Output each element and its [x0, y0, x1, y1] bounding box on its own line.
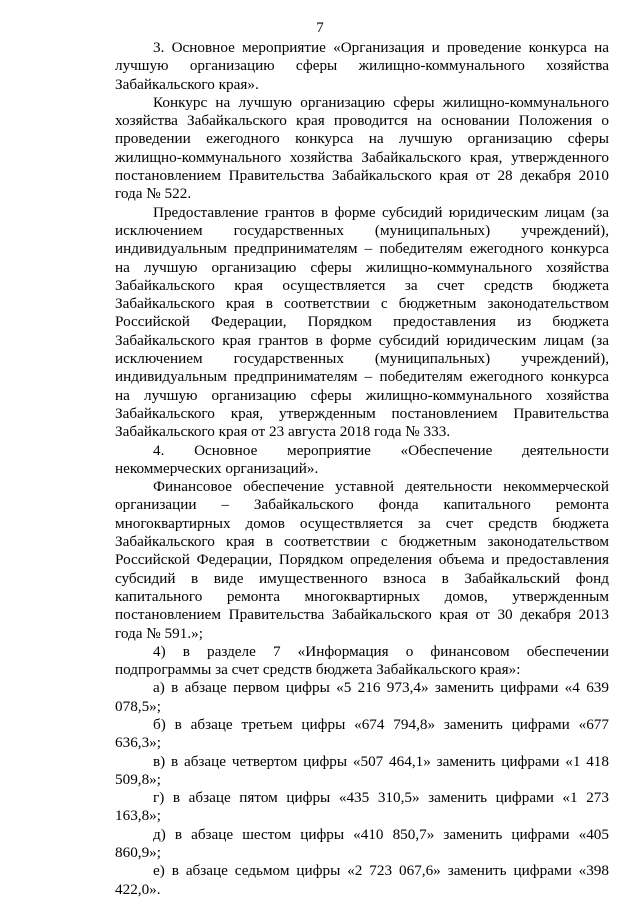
- list-item-d: д) в абзаце шестом цифры «410 850,7» заменить цифрами «405 860,9»;: [115, 825, 609, 862]
- paragraph-measure-3-title: 3. Основное мероприятие «Организация и проведение конкурса на лучшую организацию сферы жилищно-коммунального хозяйства Забайкальского края».: [115, 39, 609, 93]
- paragraph-grants: Предоставление грантов в форме субсидий юридическим лицам (за исключением государственных (муниципальных) учреждений), индивидуальным предпринимателям – победителям ежегодного конкурса на лучшую организацию сферы жилищно-коммунального хозяйства Забайкальского края осуществляется за счет средств бюджета Забайкальского края в соответствии с бюджетным законодательством Российской Федерации, Порядком предоставления из бюджета Забайкальского края грантов в форме субсидий юридическим лицам (за исключением государственных (муниципальных) учреждений), индивидуальным предпринимателям – победителям ежегодного конкурса на лучшую организацию сферы жилищно-коммунального хозяйства Забайкальского края, утвержденным постановлением Правительства Забайкальского края от 23 августа 2018 года № 333.: [115, 203, 609, 441]
- list-item-b: б) в абзаце третьем цифры «674 794,8» заменить цифрами «677 636,3»;: [115, 715, 609, 752]
- list-item-e: е) в абзаце седьмом цифры «2 723 067,6» заменить цифрами «398 422,0».: [115, 862, 609, 898]
- list-item-g: г) в абзаце пятом цифры «435 310,5» заменить цифрами «1 273 163,8»;: [115, 789, 609, 825]
- list-item-v: в) в абзаце четвертом цифры «507 464,1» заменить цифрами «1 418 509,8»;: [115, 752, 609, 788]
- paragraph-section-7: 4) в разделе 7 «Информация о финансовом обеспечении подпрограммы за счет средств бюджета Забайкальского края»:: [115, 642, 609, 679]
- document-body: [115, 39, 609, 899]
- paragraph-financial-support: Финансовое обеспечение уставной деятельности некоммерческой организации – Забайкальского фонда капитального ремонта многоквартирных домов осуществляется за счет средств бюджета Забайкальского края в соответствии с бюджетным законодательством Российской Федерации, Порядком определения объема и предоставления субсидий в виде имущественного взноса в Забайкальский фонд капитального ремонта многоквартирных домов, утвержденным постановлением Правительства Забайкальского края от 30 декабря 2013 года № 591.»;: [115, 478, 609, 642]
- paragraph-contest-basis: Конкурс на лучшую организацию сферы жилищно-коммунального хозяйства Забайкальского края проводится на основании Положения о проведении ежегодного конкурса на лучшую организацию сферы жилищно-коммунального хозяйства Забайкальского края, утвержденного постановлением Правительства Забайкальского края от 28 декабря 2010 года № 522.: [115, 93, 609, 203]
- list-item-a: а) в абзаце первом цифры «5 216 973,4» заменить цифрами «4 639 078,5»;: [115, 679, 609, 715]
- page-number: 7: [316, 20, 324, 36]
- paragraph-measure-4-title: 4. Основное мероприятие «Обеспечение деятельности некоммерческих организаций».: [115, 441, 609, 477]
